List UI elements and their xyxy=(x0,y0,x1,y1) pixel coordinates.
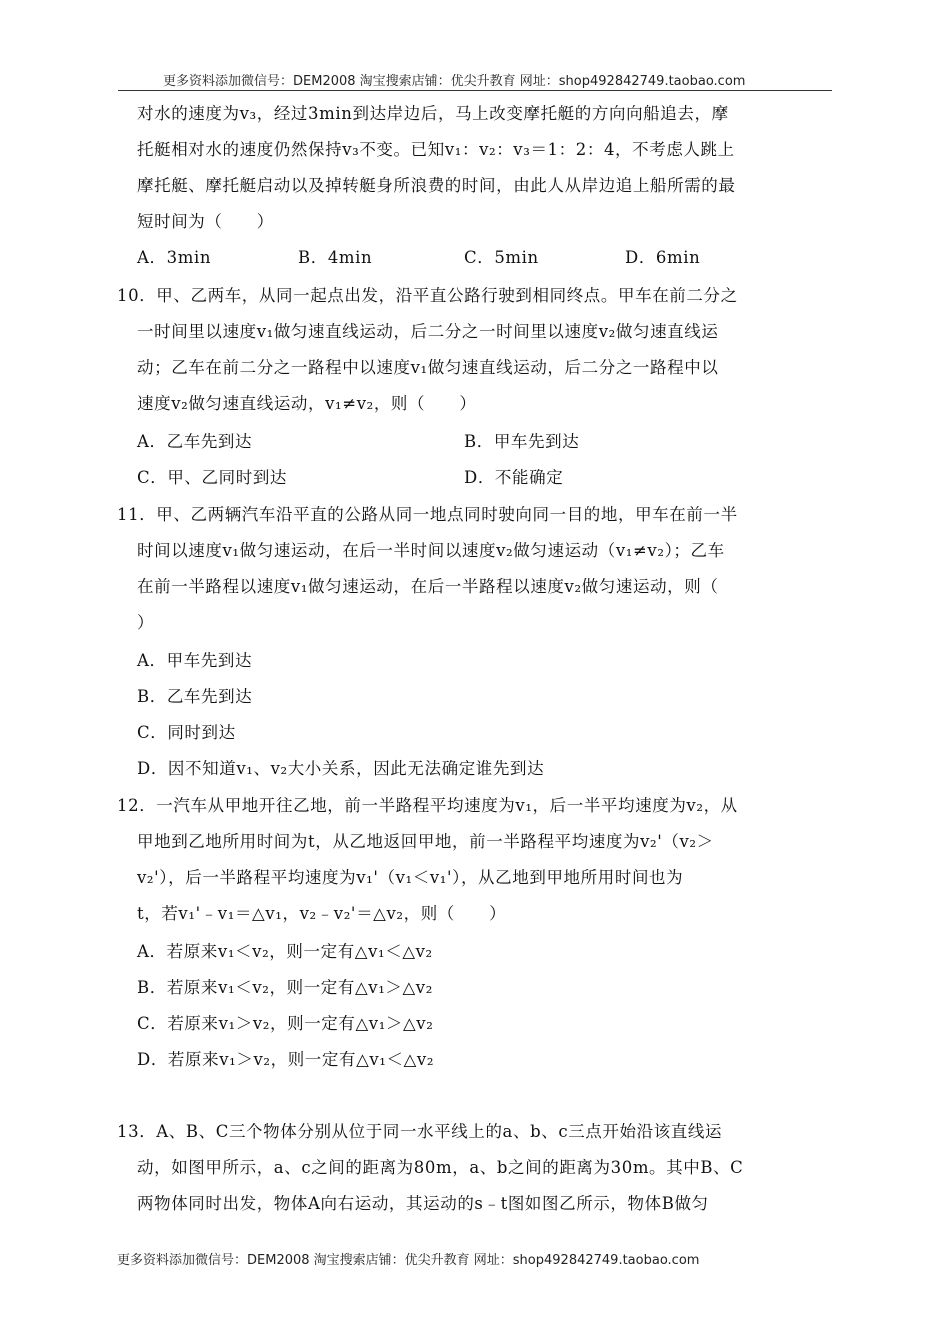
header-divider xyxy=(118,90,832,91)
q11-line-2: 时间以速度v₁做匀速运动，在后一半时间以速度v₂做匀速运动（v₁≠v₂）；乙车 xyxy=(137,541,725,560)
page-footer: 更多资料添加微信号：DEM2008 淘宝搜索店铺：优尖升教育 网址：shop492842749.taobao.com xyxy=(117,1253,700,1268)
q11-line-4: ） xyxy=(137,613,155,632)
q12-option-c: C．若原来v₁＞v₂，则一定有△v₁＞△v₂ xyxy=(137,1014,434,1033)
q11-option-c: C．同时到达 xyxy=(137,723,236,742)
q12-option-a: A．若原来v₁＜v₂，则一定有△v₁＜△v₂ xyxy=(137,942,433,961)
q12-option-b: B．若原来v₁＜v₂，则一定有△v₁＞△v₂ xyxy=(137,978,433,997)
q13-line-1: 13．A、B、C三个物体分别从位于同一水平线上的a、b、c三点开始沿该直线运 xyxy=(117,1122,723,1141)
q9-line-1: 对水的速度为v₃，经过3min到达岸边后，马上改变摩托艇的方向向船追去，摩 xyxy=(137,104,729,123)
q9-option-d: D．6min xyxy=(625,248,701,267)
q9-option-b: B．4min xyxy=(298,248,373,267)
q9-option-a: A．3min xyxy=(137,248,212,267)
q10-option-a: A．乙车先到达 xyxy=(137,432,253,451)
q10-option-b: B．甲车先到达 xyxy=(464,432,580,451)
q9-line-4: 短时间为（ ） xyxy=(137,212,274,231)
q11-option-d: D．因不知道v₁、v₂大小关系，因此无法确定谁先到达 xyxy=(137,759,545,778)
q9-line-3: 摩托艇、摩托艇启动以及掉转艇身所浪费的时间，由此人从岸边追上船所需的最 xyxy=(137,176,736,195)
q10-line-2: 一时间里以速度v₁做匀速直线运动，后二分之一时间里以速度v₂做匀速直线运 xyxy=(137,322,719,341)
q12-line-4: t，若v₁'﹣v₁＝△v₁，v₂﹣v₂'＝△v₂，则（ ） xyxy=(137,904,507,923)
q10-option-d: D．不能确定 xyxy=(464,468,564,487)
q9-option-c: C．5min xyxy=(464,248,539,267)
q13-line-2: 动，如图甲所示，a、c之间的距离为80m，a、b之间的距离为30m。其中B、C xyxy=(137,1158,744,1177)
q13-line-3: 两物体同时出发，物体A向右运动，其运动的s﹣t图如图乙所示，物体B做匀 xyxy=(137,1194,709,1213)
q12-line-3: v₂'），后一半路程平均速度为v₁'（v₁＜v₁'），从乙地到甲地所用时间也为 xyxy=(137,868,684,887)
q11-line-1: 11．甲、乙两辆汽车沿平直的公路从同一地点同时驶向同一目的地，甲车在前一半 xyxy=(117,505,738,524)
q10-option-c: C．甲、乙同时到达 xyxy=(137,468,288,487)
q10-line-1: 10．甲、乙两车，从同一起点出发，沿平直公路行驶到相同终点。甲车在前二分之 xyxy=(117,286,738,305)
q10-line-4: 速度v₂做匀速直线运动，v₁≠v₂，则（ ） xyxy=(137,394,477,413)
q9-line-2: 托艇相对水的速度仍然保持v₃不变。已知v₁：v₂：v₃＝1：2：4，不考虑人跳上 xyxy=(137,140,735,159)
q12-option-d: D．若原来v₁＞v₂，则一定有△v₁＜△v₂ xyxy=(137,1050,435,1069)
q11-line-3: 在前一半路程以速度v₁做匀速运动，在后一半路程以速度v₂做匀速运动，则（ xyxy=(137,577,719,596)
q12-line-2: 甲地到乙地所用时间为t，从乙地返回甲地，前一半路程平均速度为v₂'（v₂＞ xyxy=(137,832,714,851)
q11-option-b: B．乙车先到达 xyxy=(137,687,253,706)
q10-line-3: 动；乙车在前二分之一路程中以速度v₁做匀速直线运动，后二分之一路程中以 xyxy=(137,358,719,377)
q11-option-a: A．甲车先到达 xyxy=(137,651,253,670)
q12-line-1: 12．一汽车从甲地开往乙地，前一半路程平均速度为v₁，后一半平均速度为v₂，从 xyxy=(117,796,738,815)
page-header: 更多资料添加微信号：DEM2008 淘宝搜索店铺：优尖升教育 网址：shop492842749.taobao.com xyxy=(163,74,746,89)
